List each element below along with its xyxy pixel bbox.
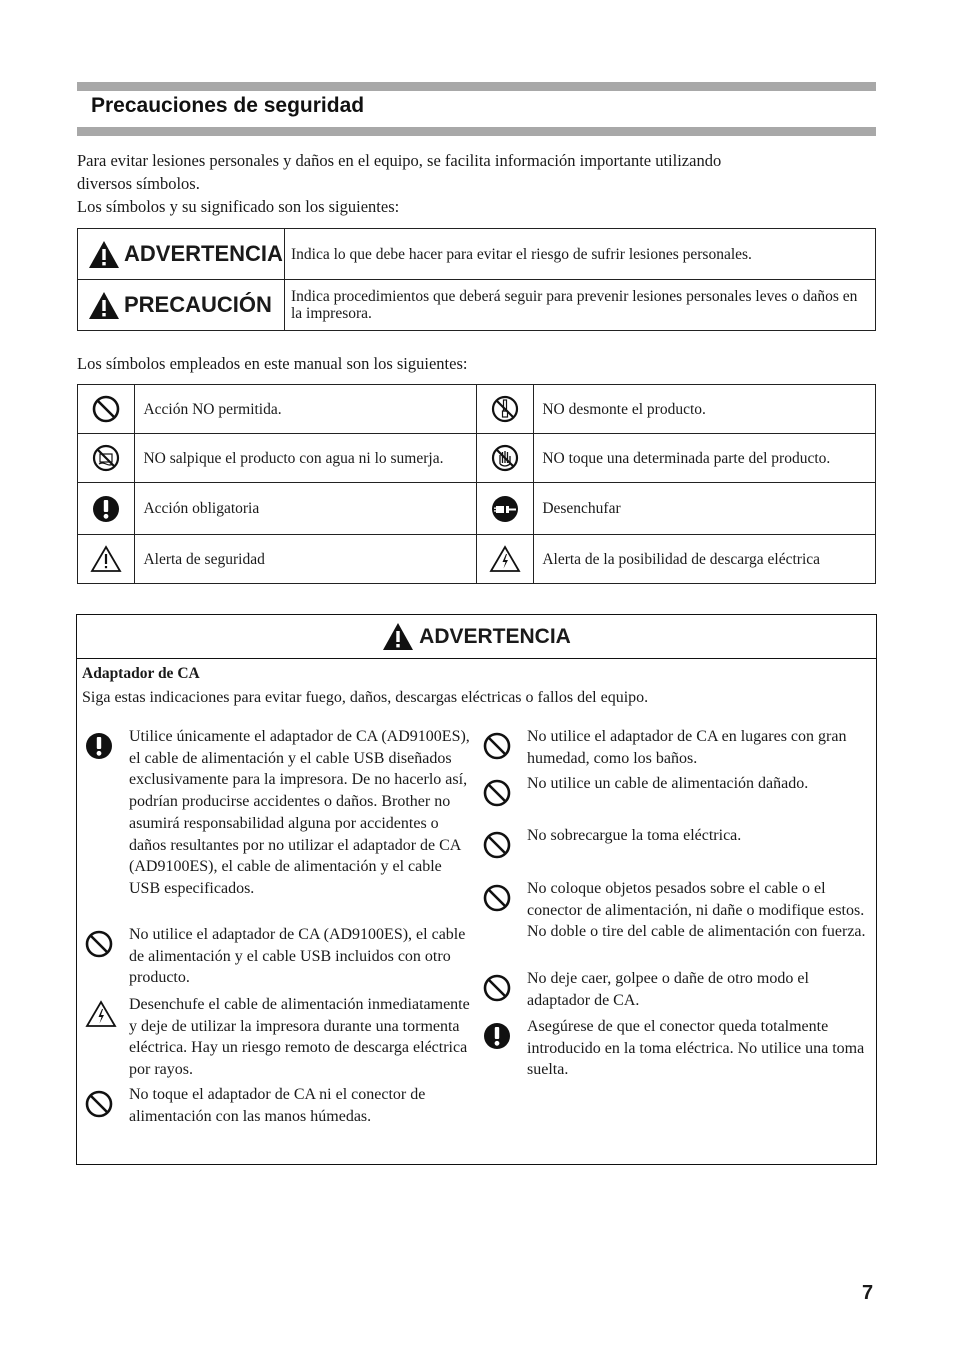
warning-item: [483, 726, 871, 769]
prohibited-icon: [483, 831, 511, 859]
symbol-text: NO desmonte el producto.: [534, 385, 876, 434]
prohibited-icon: [483, 974, 511, 1002]
intro-line-1: Para evitar lesiones personales y daños en el equipo, se facilita información importante utilizando: [77, 151, 722, 170]
symbol-icon-cell: [476, 385, 533, 434]
symbol-text: Desenchufar: [534, 483, 876, 535]
no-touch-icon: [491, 444, 519, 472]
symbol-text: Acción NO permitida.: [135, 385, 476, 434]
symbol-text: NO toque una determinada parte del producto.: [534, 434, 876, 483]
definition-label: PRECAUCIÓN: [124, 292, 272, 317]
symbol-icon-cell: [476, 535, 533, 584]
mandatory-icon: [92, 495, 120, 523]
header-top-rule: [77, 82, 876, 91]
warning-item: [483, 1016, 871, 1081]
definition-text: Indica lo que debe hacer para evitar el riesgo de sufrir lesiones personales.: [285, 229, 876, 280]
warning-item: [85, 1084, 473, 1127]
symbol-text: Alerta de la posibilidad de descarga eléctrica: [534, 535, 876, 584]
warning-triangle-icon: [382, 622, 414, 651]
warning-item-text: No deje caer, golpee o dañe de otro modo el adaptador de CA.: [527, 970, 809, 1009]
section-title: Precauciones de seguridad: [91, 94, 365, 117]
warning-item: [483, 773, 871, 807]
intro-paragraph: [77, 149, 877, 218]
intro-line-2: diversos símbolos.: [77, 174, 200, 193]
warning-subheading: Adaptador de CA: [82, 665, 200, 682]
warning-item: [85, 726, 473, 900]
symbol-text: Alerta de seguridad: [135, 535, 476, 584]
symbol-icon-cell: [476, 483, 533, 535]
warning-triangle-icon: [88, 240, 120, 269]
warning-box-heading: [77, 615, 876, 659]
symbol-icon-cell: [476, 434, 533, 483]
warning-item-text: Asegúrese de que el conector queda totalmente introducido en la toma eléctrica. No utilice una toma suelta.: [527, 1018, 865, 1079]
prohibited-icon: [85, 1090, 113, 1118]
prohibited-icon: [483, 732, 511, 760]
symbol-icon-cell: [78, 535, 135, 584]
prohibited-icon: [92, 395, 120, 423]
symbols-row: [78, 385, 876, 434]
warning-item-text: Utilice únicamente el adaptador de CA (AD9100ES), el cable de alimentación y el cable USB diseñados exclusivamente para la impresora. De no hacerlo así, podrían producirse accidentes o daños. Brother no asumirá responsabilidad alguna por accidentes o daños resultantes por no utilizar el adaptador de CA (AD9100ES), el cable de alimentación y el cable USB especificados.: [129, 728, 470, 897]
warning-item-text: No utilice el adaptador de CA (AD9100ES), el cable de alimentación y el cable USB incluidos con otro producto.: [129, 926, 466, 987]
warning-item: [483, 878, 871, 943]
page-number: 7: [862, 1282, 874, 1304]
prohibited-icon: [483, 779, 511, 807]
symbol-text: Acción obligatoria: [135, 483, 476, 535]
symbols-row: [78, 483, 876, 535]
prohibited-icon: [483, 884, 511, 912]
warning-item-text: No coloque objetos pesados sobre el cable o el conector de alimentación, ni dañe o modifique estos. No doble o tire del cable de alimentación con fuerza.: [527, 880, 866, 941]
warning-item: [483, 968, 871, 1011]
symbols-row: [78, 434, 876, 483]
warning-item-text: No toque el adaptador de CA ni el conector de alimentación con las manos húmedas.: [129, 1086, 426, 1125]
no-disassemble-icon: [491, 395, 519, 423]
warning-box: [76, 614, 877, 1165]
definition-label: ADVERTENCIA: [124, 241, 283, 266]
definition-label-cell: [78, 280, 285, 331]
unplug-icon: [491, 495, 519, 523]
safety-alert-icon: [90, 545, 122, 573]
symbols-table: [77, 384, 876, 584]
warning-heading-label: ADVERTENCIA: [419, 624, 571, 648]
intro-line-3: Los símbolos y su significado son los siguientes:: [77, 197, 400, 216]
symbol-icon-cell: [78, 385, 135, 434]
symbols-row: [78, 535, 876, 584]
definition-label-cell: [78, 229, 285, 280]
electric-shock-icon: [489, 545, 521, 573]
prohibited-icon: [85, 930, 113, 958]
definition-row: [78, 280, 876, 331]
symbols-intro: Los símbolos empleados en este manual son los siguientes:: [77, 354, 468, 373]
definition-row: [78, 229, 876, 280]
mandatory-icon: [85, 732, 113, 760]
warning-item-text: Desenchufe el cable de alimentación inmediatamente y deje de utilizar la impresora durante una tormenta eléctrica. Hay un riesgo remoto de descarga eléctrica por rayos.: [129, 996, 470, 1079]
warning-triangle-icon: [88, 291, 120, 320]
mandatory-icon: [483, 1022, 511, 1050]
warning-intro: Siga estas indicaciones para evitar fuego, daños, descargas eléctricas o fallos del equipo.: [82, 689, 649, 706]
warning-item: [85, 994, 473, 1081]
symbol-icon-cell: [78, 483, 135, 535]
symbol-icon-cell: [78, 434, 135, 483]
header-bottom-rule: [77, 127, 876, 136]
warning-item: [85, 924, 473, 989]
electric-shock-icon: [85, 1000, 117, 1028]
definitions-table: [77, 228, 876, 331]
definition-text: Indica procedimientos que deberá seguir para prevenir lesiones personales leves o daños en la impresora.: [285, 280, 876, 331]
warning-item-text: No utilice un cable de alimentación dañado.: [527, 775, 809, 792]
warning-item-text: No sobrecargue la toma eléctrica.: [527, 827, 742, 844]
symbol-text: NO salpique el producto con agua ni lo sumerja.: [135, 434, 476, 483]
no-water-icon: [92, 444, 120, 472]
warning-item: [483, 825, 871, 859]
warning-item-text: No utilice el adaptador de CA en lugares con gran humedad, como los baños.: [527, 728, 847, 767]
